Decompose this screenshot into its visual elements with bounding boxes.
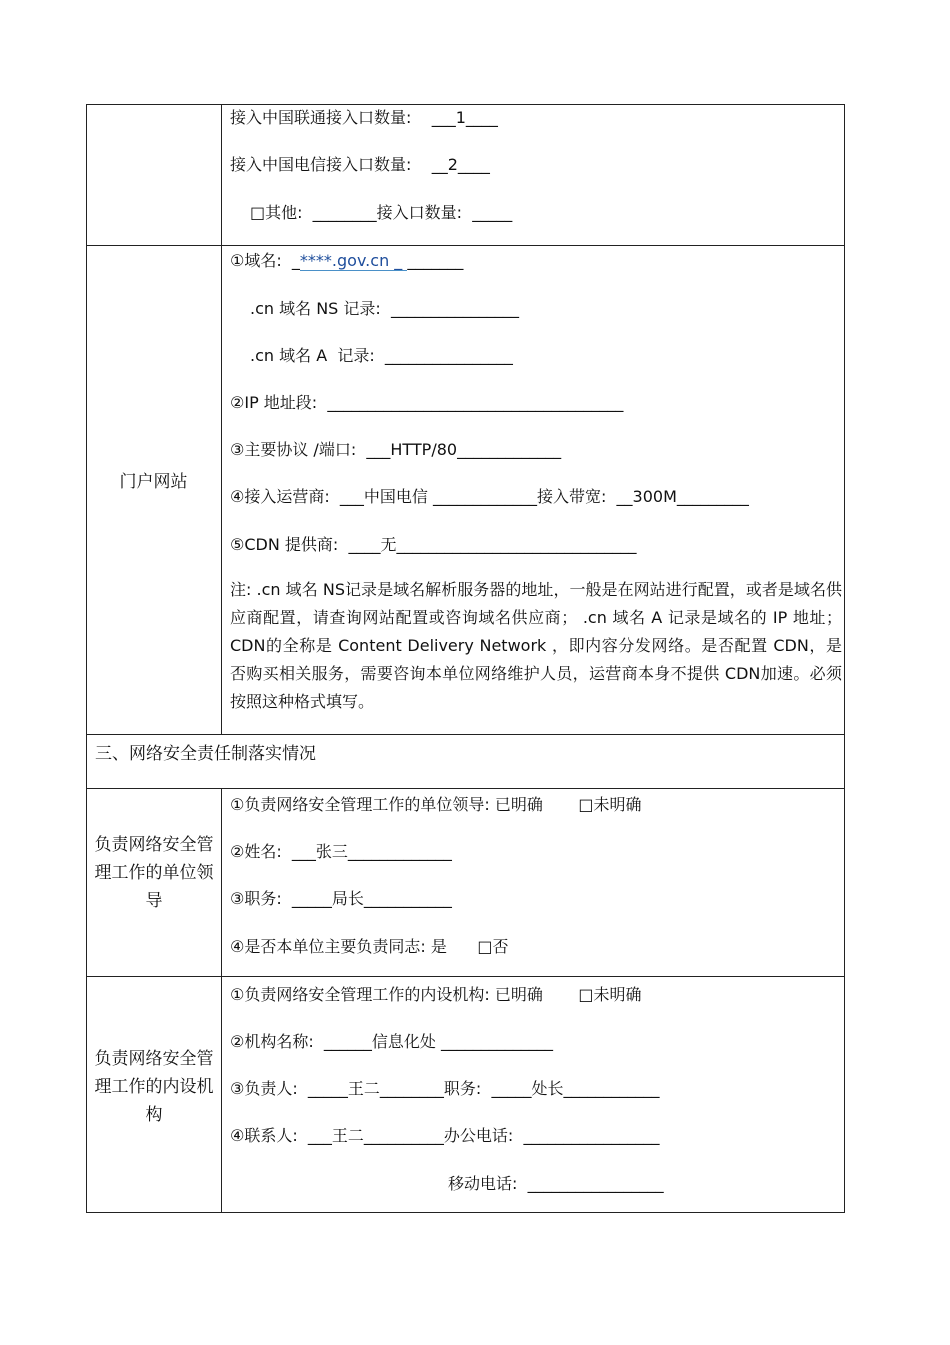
column-divider-top <box>221 104 222 734</box>
row-divider-1 <box>86 245 845 246</box>
cdn-line: ⑤CDN 提供商: ____无______________________________ <box>230 535 637 554</box>
leader-line-3: ③职务: _____局长___________ <box>230 889 452 908</box>
domain-prefix: ①域名: _ <box>230 251 300 270</box>
protocol-line: ③主要协议 /端口: ___HTTP/80_____________ <box>230 440 562 459</box>
leader-label: 负责网络安全管理工作的单位领导 <box>94 835 214 911</box>
dept-line-2: ②机构名称: ______信息化处 ______________ <box>230 1032 553 1051</box>
row-divider-4 <box>86 976 845 977</box>
column-divider-bottom <box>221 788 222 1213</box>
dept-line-3: ③负责人: _____王二________职务: _____处长____________ <box>230 1079 660 1098</box>
unicom-entry-count: 接入中国联通接入口数量: ___1____ <box>230 108 498 127</box>
telecom-entry-count: 接入中国电信接入口数量: __2____ <box>230 155 490 174</box>
carrier-line: ④接入运营商: ___中国电信 _____________接入带宽: __300M_________ <box>230 487 749 506</box>
ns-record-line: .cn 域名 NS 记录: ________________ <box>250 299 519 318</box>
other-entry-count: □其他: ________接入口数量: _____ <box>250 203 513 222</box>
section3-title: 三、网络安全责任制落实情况 <box>95 744 316 764</box>
dept-line-1: ①负责网络安全管理工作的内设机构: 已明确 □未明确 <box>230 985 642 1004</box>
row-divider-3 <box>86 788 845 789</box>
domain-suffix: _______ <box>407 251 464 270</box>
dept-line-5: 移动电话: _________________ <box>448 1174 664 1193</box>
row-divider-2 <box>86 734 845 735</box>
leader-line-2: ②姓名: ___张三_____________ <box>230 842 452 861</box>
portal-note: 注: .cn 域名 NS记录是域名解析服务器的地址，一般是在网站进行配置，或者是域名供应商配置，请查询网站配置或咨询域名供应商； .cn 域名 A 记录是域名的 IP 地址；CDN的全称是 Content Delivery Network ，即内容分发网络。是否配置 CDN，是否购买相关服务，需要咨询本单位网络维护人员，运营商本身不提供 CDN加速。必须按照这种格式填写。 <box>230 580 842 711</box>
leader-line-4: ④是否本单位主要负责同志: 是 □否 <box>230 937 509 956</box>
ip-range-line: ②IP 地址段: _____________________________________ <box>230 393 624 412</box>
domain-line <box>230 251 463 271</box>
portal-label: 门户网站 <box>119 472 188 492</box>
domain-value: ****.gov.cn _ <box>299 251 408 270</box>
leader-line-1: ①负责网络安全管理工作的单位领导: 已明确 □未明确 <box>230 795 642 814</box>
dept-line-4: ④联系人: ___王二__________办公电话: _________________ <box>230 1126 660 1145</box>
dept-label: 负责网络安全管理工作的内设机构 <box>94 1049 214 1125</box>
a-record-line: .cn 域名 A 记录: ________________ <box>250 346 513 365</box>
